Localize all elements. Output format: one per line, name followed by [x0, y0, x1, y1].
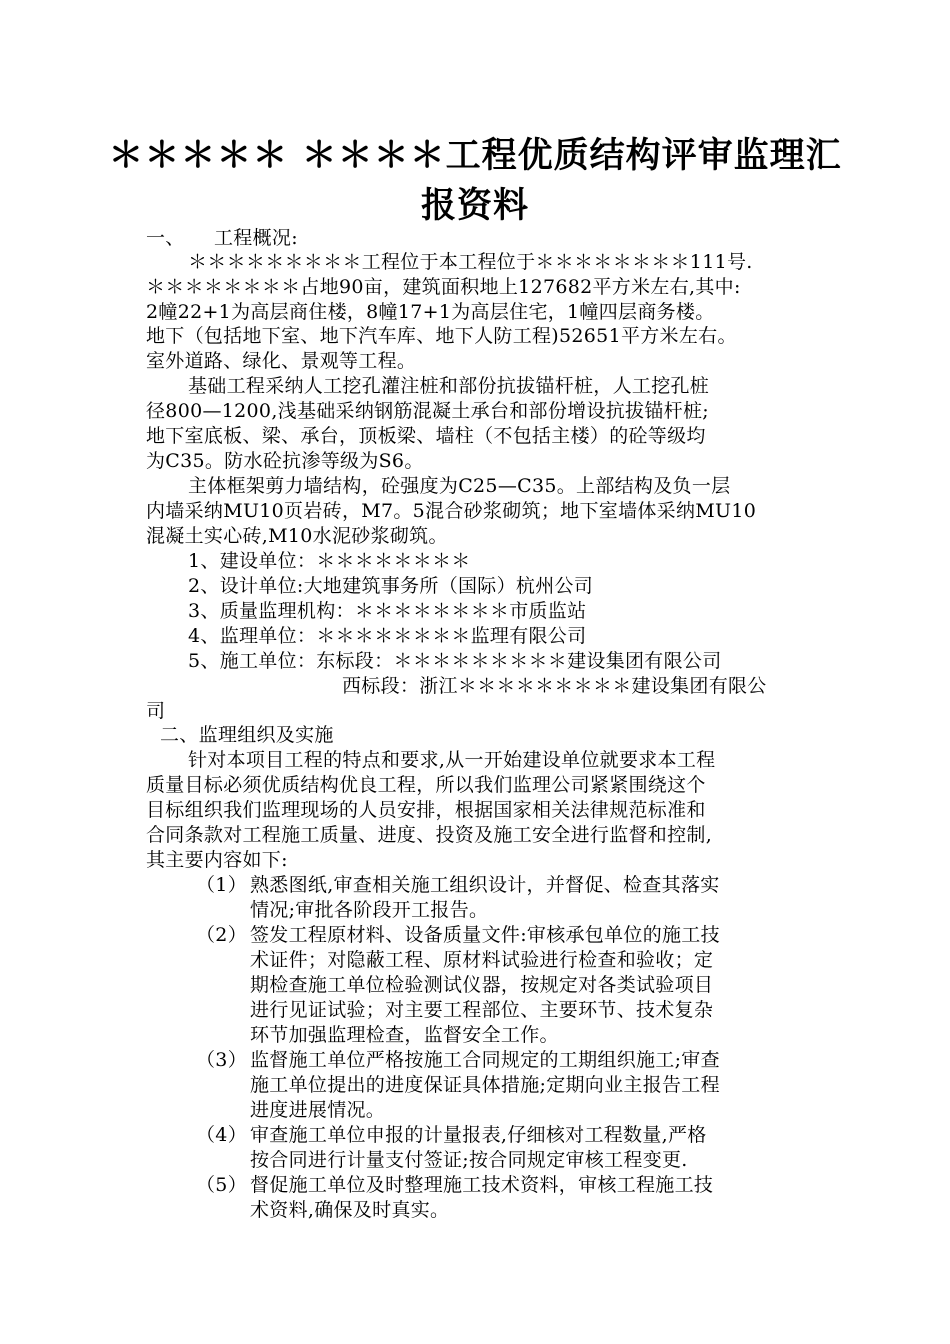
list-item-line: 审查施工单位申报的计量报表,仔细核对工程数量,严格	[250, 1124, 707, 1146]
unit-line-west-wrap: 司	[146, 700, 166, 722]
unit-line: 3、质量监理机构：＊＊＊＊＊＊＊＊市质监站	[188, 600, 587, 622]
paragraph-line: 径800—1200,浅基础采纳钢筋混凝土承台和部份增设抗拔锚杆桩;	[146, 400, 709, 422]
list-item-line: 熟悉图纸,审查相关施工组织设计，并督促、检查其落实	[250, 874, 720, 896]
paragraph-line: 质量目标必须优质结构优良工程，所以我们监理公司紧紧围绕这个	[146, 774, 706, 796]
paragraph-line: 地下室底板、梁、承台，顶板梁、墙柱（不包括主楼）的砼等级均	[146, 425, 706, 447]
section-2-heading: 二、监理组织及实施	[160, 724, 334, 746]
list-item-line: 情况;审批各阶段开工报告。	[250, 899, 489, 921]
paragraph-line: 主体框架剪力墙结构，砼强度为C25—C35。上部结构及负一层	[188, 475, 731, 497]
list-item-line: 签发工程原材料、设备质量文件:审核承包单位的施工技	[250, 924, 720, 946]
list-item-line: 督促施工单位及时整理施工技术资料，审核工程施工技	[250, 1174, 714, 1196]
unit-line: 2、设计单位:大地建筑事务所（国际）杭州公司	[188, 575, 594, 597]
list-item-line: 术资料,确保及时真实。	[250, 1199, 450, 1221]
section-1-number: 一、	[146, 227, 185, 249]
paragraph-line: 内墙采纳MU10页岩砖，M7。5混合砂浆砌筑；地下室墙体采纳MU10	[146, 500, 757, 522]
paragraph-line: 针对本项目工程的特点和要求,从一开始建设单位就要求本工程	[188, 749, 716, 771]
paragraph-line: 为C35。防水砼抗渗等级为S6。	[146, 450, 424, 472]
document-title-line-1: ＊＊＊＊＊ ＊＊＊＊工程优质结构评审监理汇	[108, 136, 842, 176]
paragraph-line: ＊＊＊＊＊＊＊＊占地90亩，建筑面积地上127682平方米左右,其中:	[146, 276, 741, 298]
paragraph-line: ＊＊＊＊＊＊＊＊＊工程位于本工程位于＊＊＊＊＊＊＊＊111号.	[188, 251, 753, 273]
list-item-number: （5）	[196, 1174, 247, 1196]
paragraph-line: 混凝土实心砖,M10水泥砂浆砌筑。	[146, 525, 448, 547]
paragraph-line: 合同条款对工程施工质量、进度、投资及施工安全进行监督和控制,	[146, 824, 713, 846]
list-item-line: 进度进展情况。	[250, 1099, 386, 1121]
list-item-number: （1）	[196, 874, 247, 896]
list-item-number: （4）	[196, 1124, 247, 1146]
list-item-line: 施工单位提出的进度保证具体措施;定期向业主报告工程	[250, 1074, 720, 1096]
list-item-line: 期检查施工单位检验测试仪器，按规定对各类试验项目	[250, 974, 714, 996]
list-item-line: 监督施工单位严格按施工合同规定的工期组织施工;审查	[250, 1049, 720, 1071]
unit-line: 4、监理单位：＊＊＊＊＊＊＊＊监理有限公司	[188, 625, 587, 647]
unit-line-west: 西标段：浙江＊＊＊＊＊＊＊＊＊建设集团有限公	[342, 675, 767, 697]
paragraph-line: 目标组织我们监理现场的人员安排，根据国家相关法律规范标准和	[146, 799, 706, 821]
paragraph-line: 基础工程采纳人工挖孔灌注桩和部份抗拔锚杆桩，人工挖孔桩	[188, 375, 710, 397]
list-item-number: （2）	[196, 924, 247, 946]
paragraph-line: 其主要内容如下:	[146, 849, 288, 871]
list-item-line: 进行见证试验；对主要工程部位、主要环节、技术复杂	[250, 999, 714, 1021]
paragraph-line: 室外道路、绿化、景观等工程。	[146, 350, 417, 372]
list-item-line: 术证件；对隐蔽工程、原材料试验进行检查和验收；定	[250, 949, 714, 971]
document-title-line-2: 报资料	[420, 186, 529, 226]
section-1-heading: 工程概况:	[214, 227, 298, 249]
unit-line: 5、施工单位：东标段：＊＊＊＊＊＊＊＊＊建设集团有限公司	[188, 650, 722, 672]
paragraph-line: 地下（包括地下室、地下汽车库、地下人防工程)52651平方米左右。	[146, 325, 737, 347]
unit-line: 1、建设单位：＊＊＊＊＊＊＊＊	[188, 550, 471, 572]
list-item-line: 按合同进行计量支付签证;按合同规定审核工程变更.	[250, 1149, 688, 1171]
list-item-line: 环节加强监理检查，监督安全工作。	[250, 1024, 559, 1046]
paragraph-line: 2幢22+1为高层商住楼，8幢17+1为高层住宅，1幢四层商务楼。	[146, 301, 715, 323]
list-item-number: （3）	[196, 1049, 247, 1071]
